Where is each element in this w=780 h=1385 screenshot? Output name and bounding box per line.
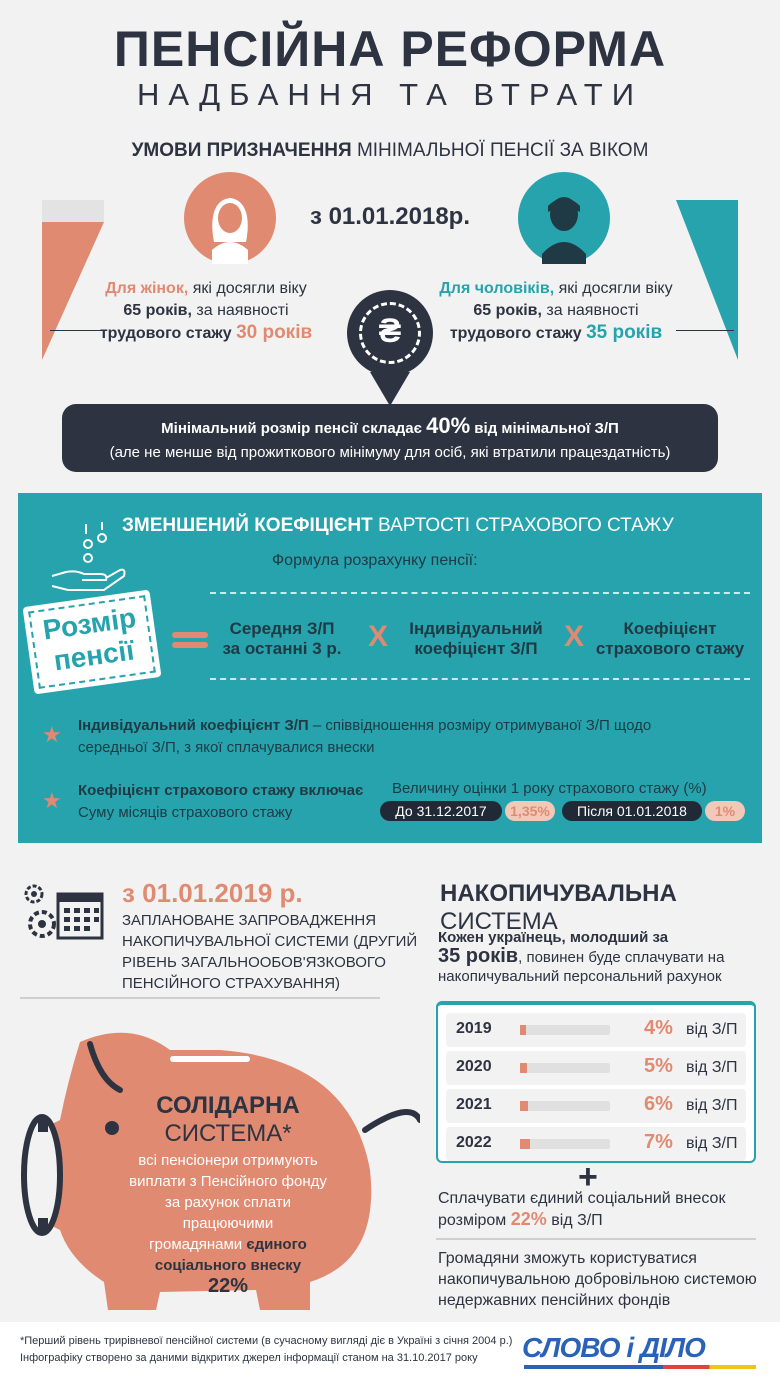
formula-divider-bottom bbox=[210, 678, 750, 680]
page-title: ПЕНСІЙНА РЕФОРМА bbox=[113, 21, 667, 77]
formula-insurance-coef: Коефіцієнт страхового стажу bbox=[595, 619, 745, 658]
equals-bar-2 bbox=[172, 642, 208, 648]
nakop-title: НАКОПИЧУВАЛЬНА СИСТЕМА bbox=[440, 880, 677, 935]
footer-notes: *Перший рівень трирівневої пенсійної системи (в сучасному вигляді діє в Україні з січня 2004 р.) Інфографіку створено за даними відкритих джерел інформації станом на 31.10.2017 року bbox=[20, 1335, 513, 1364]
contribution-bar bbox=[520, 1139, 530, 1149]
plan-2019-text: ЗАПЛАНОВАНЕ ЗАПРОВАДЖЕННЯ НАКОПИЧУВАЛЬНОЇ СИСТЕМИ (ДРУГИЙ РІВЕНЬ ЗАГАЛЬНООБОВ'ЯЗКОВОГО ПЕНСІЙНОГО СТРАХУВАННЯ) bbox=[122, 912, 418, 992]
man-icon bbox=[518, 172, 610, 264]
rate-before-value: 1,35% bbox=[505, 801, 555, 821]
pension-size-stamp: Розмір пенсії bbox=[22, 590, 161, 695]
coef-title: ЗМЕНШЕНИЙ КОЕФІЦІЄНТ ВАРТОСТІ СТРАХОВОГО СТАЖУ bbox=[122, 515, 674, 536]
hand-coins-icon bbox=[48, 520, 128, 600]
page-subtitle: НАДБАННЯ ТА ВТРАТИ bbox=[136, 77, 643, 112]
contribution-bar bbox=[520, 1101, 528, 1111]
star-icon: ★ bbox=[42, 722, 62, 747]
woman-avatar bbox=[184, 172, 276, 264]
formula-avg-salary: Середня З/П за останні 3 р. bbox=[222, 619, 342, 658]
note-individual-coef: Індивідуальний коефіцієнт З/П – співвідношення розміру отримуваної З/П щодо середньої З/П, з якої сплачувалися внески bbox=[78, 717, 652, 756]
woman-icon bbox=[184, 172, 276, 264]
women-connector-line bbox=[50, 330, 104, 331]
star-icon: ★ bbox=[42, 788, 62, 813]
solidarna-text: всі пенсіонери отримують виплати з Пенсійного фонду за рахунок сплати працюючими громадянами єдиного соціального внеску 22% bbox=[129, 1152, 327, 1297]
hryvnia-icon: ₴ bbox=[378, 312, 402, 350]
date-2019: з 01.01.2019 р. bbox=[122, 878, 303, 908]
rate-after-value: 1% bbox=[705, 801, 745, 821]
plus-icon: + bbox=[578, 1158, 598, 1196]
formula-individual-coef: Індивідуальний коефіцієнт З/П bbox=[409, 619, 543, 658]
men-conditions: Для чоловіків, які досягли віку 65 років, за наявності трудового стажу 35 років bbox=[439, 280, 673, 343]
voluntary-text: Громадяни зможуть користуватися накопичувальною добровільною системою недержавних пенсійних фондів bbox=[438, 1250, 757, 1309]
multiply-sign-1: X bbox=[368, 620, 389, 653]
multiply-sign-2: X bbox=[564, 620, 585, 653]
solidarna-title: СОЛІДАРНА СИСТЕМА* bbox=[156, 1092, 300, 1147]
effective-date-2018: з 01.01.2018р. bbox=[309, 203, 471, 230]
badge-pointer bbox=[370, 372, 410, 406]
left-triangle-decor bbox=[42, 200, 104, 360]
table-row: 2020 5% від З/П bbox=[446, 1051, 746, 1085]
divider-nakop bbox=[436, 1238, 756, 1240]
rate-before-label: До 31.12.2017 bbox=[380, 801, 502, 821]
contribution-bar bbox=[520, 1025, 526, 1035]
man-avatar bbox=[518, 172, 610, 264]
formula-divider-top bbox=[210, 592, 750, 594]
formula-label: Формула розрахунку пенсії: bbox=[272, 552, 478, 569]
contribution-table bbox=[436, 1001, 756, 1163]
table-row: 2019 4% від З/П bbox=[446, 1013, 746, 1047]
min-pension-box: Мінімальний розмір пенсії складає 40% від мінімальної З/П (але не менше від прожиткового мінімуму для осіб, які втратили працездатність) bbox=[62, 404, 718, 472]
calendar-gears-icon bbox=[20, 880, 106, 942]
women-conditions: Для жінок, які досягли віку 65 років, за наявності трудового стажу 30 років bbox=[99, 280, 313, 343]
table-row: 2022 7% від З/П bbox=[446, 1127, 746, 1161]
table-row: 2021 6% від З/П bbox=[446, 1089, 746, 1123]
right-triangle-decor bbox=[676, 200, 738, 360]
rate-after-label: Після 01.01.2018 bbox=[562, 801, 702, 821]
men-connector-line bbox=[676, 330, 734, 331]
note-insurance-coef: Коефіцієнт страхового стажу включає Суму місяців страхового стажу bbox=[78, 782, 364, 821]
logo: СЛОВО і ДІЛО bbox=[522, 1332, 758, 1368]
conditions-heading: УМОВИ ПРИЗНАЧЕННЯ МІНІМАЛЬНОЇ ПЕНСІЇ ЗА ВІКОМ bbox=[131, 140, 649, 161]
contribution-bar bbox=[520, 1063, 527, 1073]
equals-bar-1 bbox=[172, 632, 208, 638]
hryvnia-badge bbox=[347, 290, 433, 376]
esv-text: Сплачувати єдиний соціальний внесок розміром 22% від З/П bbox=[438, 1190, 726, 1229]
nakop-intro: Кожен українець, молодший за 35 років, повинен буде сплачувати на накопичувальний персональний рахунок bbox=[438, 929, 725, 985]
rate-label: Величину оцінки 1 року страхового стажу (%) bbox=[392, 780, 707, 797]
divider-2019 bbox=[20, 997, 380, 999]
